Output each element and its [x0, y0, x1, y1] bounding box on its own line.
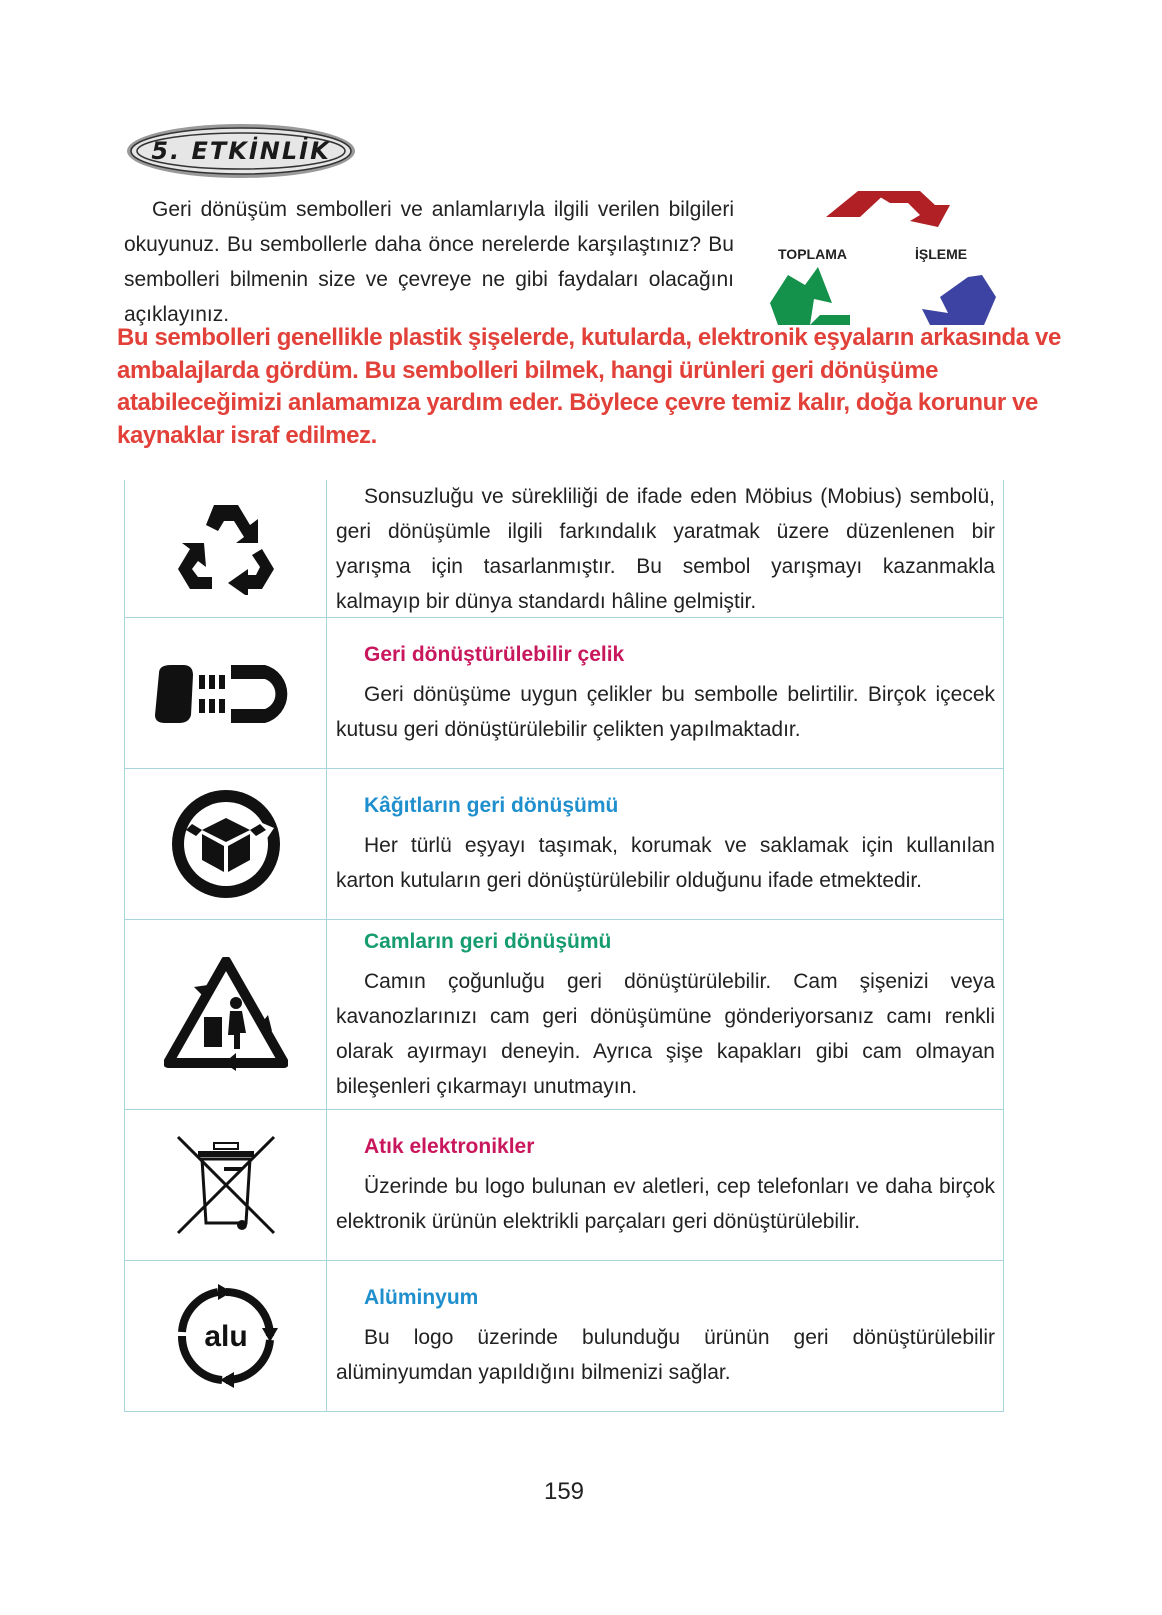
row-heading: Geri dönüştürülebilir çelik [364, 643, 625, 666]
intro-paragraph: Geri dönüşüm sembolleri ve anlamlarıyla ilgili verilen bilgileri okuyunuz. Bu sembollerle daha önce nerelerde karşılaştınız? Bu sembolleri bilmenin size ve çevreye ne gibi faydaları olacağını açıklayınız. [124, 198, 734, 326]
text-cell [327, 1110, 1003, 1260]
student-answer: Bu sembolleri genellikle plastik şişelerde, kutularda, elektronik eşyaların arkasında ve ambalajlarda gördüm. Bu sembolleri bilmek, hangi ürünleri geri dönüşüme atabileceğimizi anlamamıza yardım eder. Böylece çevre temiz kalır, doğa korunur ve kaynaklar israf edilmez. [117, 324, 1061, 449]
table-row [124, 769, 1004, 920]
text-cell [327, 618, 1003, 768]
page-number: 159 [543, 1478, 585, 1505]
icon-cell [125, 1110, 327, 1260]
row-description: Bu logo üzerinde bulunduğu ürünün geri dönüştürülebilir alüminyumdan yapıldığını bilmenizi sağlar. [336, 1326, 995, 1384]
row-description: Her türlü eşyayı taşımak, korumak ve saklamak için kullanılan karton kutuların geri dönüştürülebilir olduğunu ifade etmektedir. [336, 834, 995, 892]
cycle-arrow-red [826, 191, 950, 227]
row-heading: Kâğıtların geri dönüşümü [364, 794, 619, 817]
row-heading: Camların geri dönüşümü [364, 929, 612, 953]
table-row [124, 480, 1004, 618]
cycle-arrow-green [770, 267, 850, 325]
icon-cell [125, 920, 327, 1109]
text-cell [327, 480, 1003, 617]
alu-label: alu [203, 1320, 248, 1353]
text-cell [327, 1261, 1003, 1411]
row-heading: Alüminyum [364, 1286, 479, 1309]
icon-cell [125, 480, 327, 617]
table-row [124, 920, 1004, 1110]
glass-recycle-icon [164, 957, 288, 1073]
paper-box-recycle-icon [170, 788, 282, 900]
row-description: Geri dönüşüme uygun çelikler bu sembolle belirtilir. Birçok içecek kutusu geri dönüştürülebilir çelikten yapılmaktadır. [336, 683, 995, 741]
icon-cell [125, 769, 327, 919]
cycle-label-isleme: İŞLEME [915, 246, 968, 262]
table-row [124, 1261, 1004, 1412]
table-row [124, 1110, 1004, 1261]
icon-cell [125, 1261, 327, 1411]
cycle-arrow-blue [922, 275, 996, 325]
table-row [124, 618, 1004, 769]
recycle-cycle-diagram [770, 185, 1000, 330]
text-cell [327, 769, 1003, 919]
aluminium-recycle-icon [174, 1284, 278, 1388]
row-description: Camın çoğunluğu geri dönüştürülebilir. Cam şişenizi veya kavanozlarınızı cam geri dönüşümüne gönderiyorsanız camı renkli olarak ayırmayı deneyin. Ayrıca şişe kapakları gibi cam olmayan bileşenleri çıkarmayı unutmayın. [336, 969, 995, 1098]
cycle-label-toplama: TOPLAMA [778, 246, 847, 262]
row-description: Sonsuzluğu ve sürekliliği de ifade eden Möbius (Mobius) sembolü, geri dönüşümle ilgili farkındalık yaratmak üzere düzenlenen bir yarışma için tasarlanmıştır. Bu sembol yarışmayı kazanmakla kalmayıp bir dünya standardı hâline gelmiştir. [336, 484, 995, 613]
symbol-table [124, 480, 1004, 1412]
row-heading: Atık elektronikler [364, 1135, 535, 1158]
icon-cell [125, 618, 327, 768]
activity-title: 5. ETKİNLİK [151, 137, 331, 165]
weee-crossed-bin-icon [174, 1133, 278, 1237]
row-description: Üzerinde bu logo bulunan ev aletleri, cep telefonları ve daha birçok elektronik ürünün elektrikli parçaları geri dönüştürülebilir. [336, 1175, 995, 1233]
mobius-recycle-icon [176, 503, 276, 595]
text-cell [327, 920, 1003, 1109]
steel-magnet-icon [153, 661, 299, 725]
